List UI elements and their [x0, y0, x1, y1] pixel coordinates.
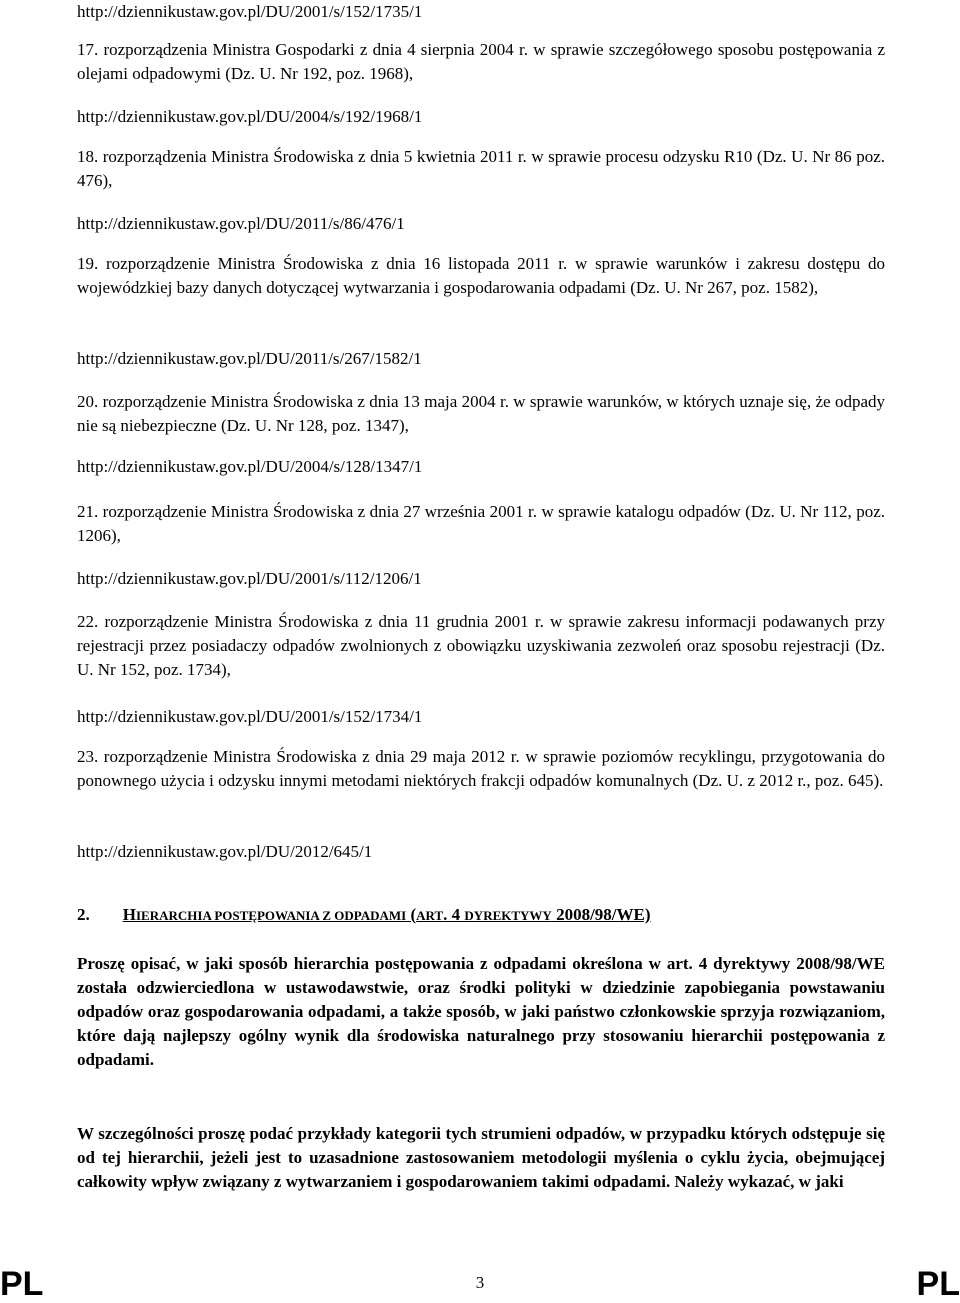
legal-reference-link[interactable]: http://dziennikustaw.gov.pl/DU/2012/645/1 [77, 842, 373, 861]
legal-reference-item-23: 23. rozporządzenie Ministra Środowiska z dnia 29 maja 2012 r. w sprawie poziomów recyklingu, przygotowania do ponownego użycia i odzysku innymi metodami niektórych frakcji odpadów komunalnych (Dz. U. z 2012 r., poz. 645). [77, 747, 885, 790]
legal-reference-link[interactable]: http://dziennikustaw.gov.pl/DU/2011/s/86/476/1 [77, 214, 405, 233]
section-heading [77, 903, 885, 928]
page-footer [0, 1265, 960, 1303]
legal-reference-item-22: 22. rozporządzenie Ministra Środowiska z dnia 11 grudnia 2001 r. w sprawie zakresu informacji podawanych przy rejestracji przez posiadaczy odpadów zwolnionych z obowiązku uzyskiwania zezwoleń oraz sposobu rejestracji (Dz. U. Nr 152, poz. 1734), [77, 612, 885, 679]
language-code-left: PL [0, 1265, 44, 1303]
legal-reference-item-18: 18. rozporządzenia Ministra Środowiska z dnia 5 kwietnia 2011 r. w sprawie procesu odzysku R10 (Dz. U. Nr 86 poz. 476), [77, 147, 885, 190]
legal-reference-link[interactable]: http://dziennikustaw.gov.pl/DU/2004/s/128/1347/1 [77, 457, 423, 476]
legal-reference-link[interactable]: http://dziennikustaw.gov.pl/DU/2001/s/112/1206/1 [77, 569, 422, 588]
language-code-right: PL [916, 1265, 960, 1303]
question-paragraph: Proszę opisać, w jaki sposób hierarchia postępowania z odpadami określona w art. 4 dyrektywy 2008/98/WE została odzwierciedlona w ustawodawstwie, oraz środki polityki w dziedzinie zapobiegania powstawaniu odpadów oraz gospodarowania odpadami, a także sposób, w jaki państwo członkowskie sprzyja rozwiązaniom, które dają najlepszy ogólny wynik dla środowiska naturalnego przy stosowaniu hierarchii postępowania z odpadami. [77, 954, 885, 1069]
legal-reference-item-21: 21. rozporządzenie Ministra Środowiska z dnia 27 września 2001 r. w sprawie katalogu odpadów (Dz. U. Nr 112, poz. 1206), [77, 502, 885, 545]
legal-reference-link[interactable]: http://dziennikustaw.gov.pl/DU/2011/s/267/1582/1 [77, 349, 422, 368]
section-number: 2. [77, 905, 90, 924]
legal-reference-link[interactable]: http://dziennikustaw.gov.pl/DU/2001/s/152/1734/1 [77, 707, 423, 726]
legal-reference-item-17: 17. rozporządzenia Ministra Gospodarki z dnia 4 sierpnia 2004 r. w sprawie szczegółowego sposobu postępowania z olejami odpadowymi (Dz. U. Nr 192, poz. 1968), [77, 40, 885, 83]
legal-reference-link[interactable]: http://dziennikustaw.gov.pl/DU/2004/s/192/1968/1 [77, 107, 423, 126]
legal-reference-link[interactable]: http://dziennikustaw.gov.pl/DU/2001/s/152/1735/1 [77, 2, 423, 21]
question-paragraph: W szczególności proszę podać przykłady kategorii tych strumieni odpadów, w przypadku których odstępuje się od tej hierarchii, jeżeli jest to uzasadnione zastosowaniem metodologii myślenia o cyklu życia, obejmującej całkowity wpływ związany z wytwarzaniem i gospodarowaniem takimi odpadami. Należy wykazać, w jaki [77, 1124, 885, 1191]
legal-reference-item-19: 19. rozporządzenie Ministra Środowiska z dnia 16 listopada 2011 r. w sprawie warunków i zakresu dostępu do wojewódzkiej bazy danych dotyczącej wytwarzania i gospodarowania odpadami (Dz. U. Nr 267, poz. 1582), [77, 254, 885, 297]
legal-reference-item-20: 20. rozporządzenie Ministra Środowiska z dnia 13 maja 2004 r. w sprawie warunków, w których uznaje się, że odpady nie są niebezpieczne (Dz. U. Nr 128, poz. 1347), [77, 392, 885, 435]
section-title: HIERARCHIA POSTĘPOWANIA Z ODPADAMI (ART. 4 DYREKTYWY 2008/98/WE) [122, 905, 651, 924]
page-number: 3 [475, 1273, 485, 1292]
